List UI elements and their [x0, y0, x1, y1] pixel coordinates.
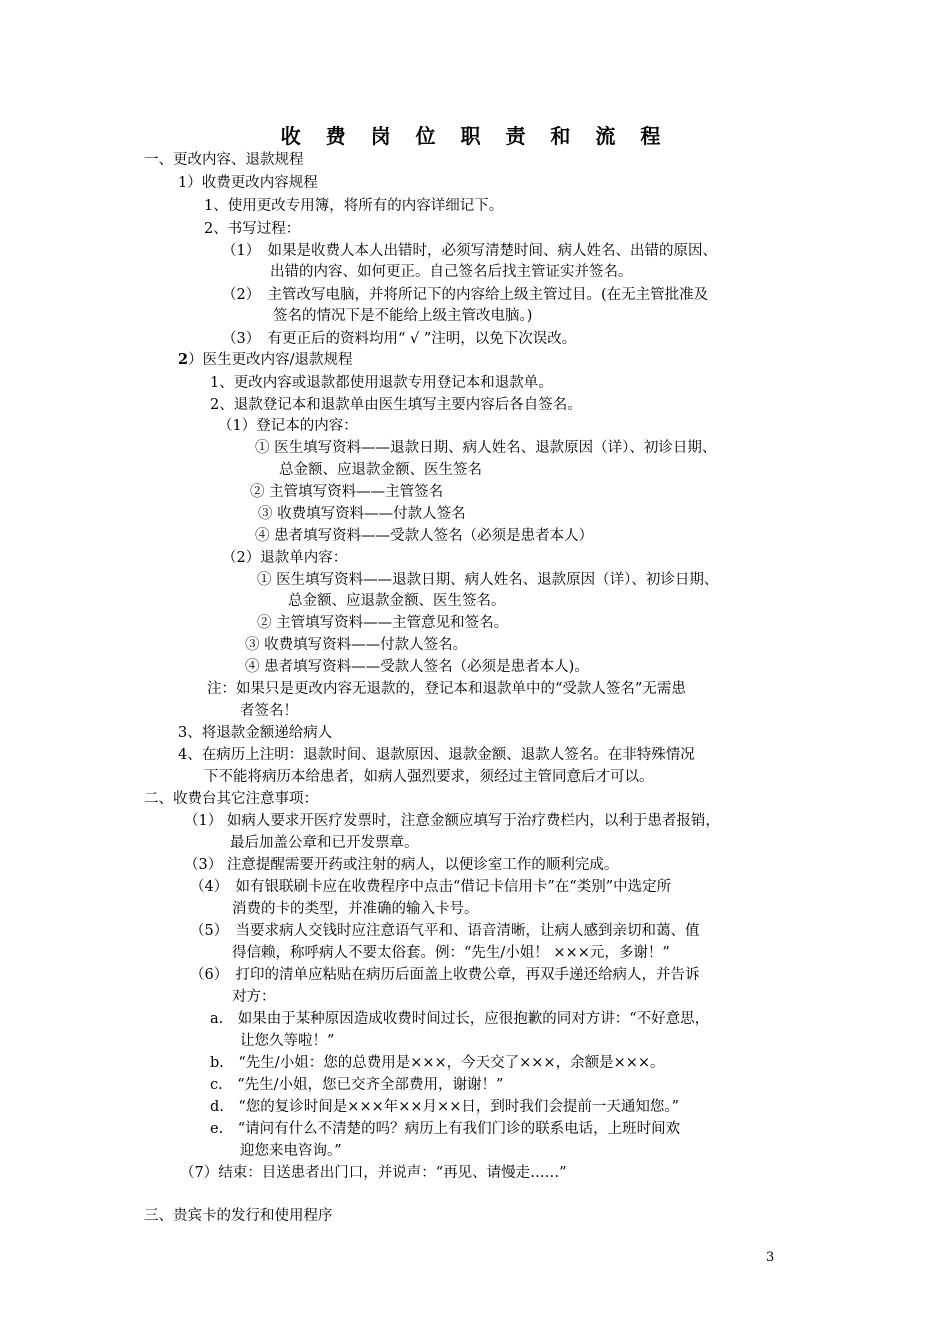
text-line: 总金额、应退款金额、医生签名	[279, 462, 482, 478]
text-line: 1、更改内容或退款都使用退款专用登记本和退款单。	[210, 375, 553, 391]
text-line: 让您久等啦！”	[240, 1033, 335, 1049]
text-line: ③ 收费填写资料——付款人签名	[258, 506, 466, 522]
text-line: 下不能将病历本给患者，如病人强烈要求，须经过主管同意后才可以。	[204, 769, 654, 785]
text-line: （2）退款单内容：	[222, 550, 348, 566]
text-line: c. “先生/小姐，您已交齐全部费用，谢谢！”	[210, 1077, 504, 1093]
text-line: （1）登记本的内容：	[218, 418, 358, 434]
text-line: （4） 如有银联刷卡应在收费程序中点击“借记卡信用卡”在“类别”中选定所	[190, 879, 672, 895]
text-line: 迎您来电咨询。”	[240, 1143, 342, 1159]
note-line: 注：如果只是更改内容无退款的，登记本和退款单中的“受款人签名”无需患	[207, 681, 686, 697]
text-line: a. 如果由于某种原因造成收费时间过长，应很抱歉的同对方讲：“不好意思，	[210, 1011, 710, 1027]
text-line: 2、退款登记本和退款单由医生填写主要内容后各自签名。	[210, 397, 582, 413]
subsection-2-heading	[178, 350, 352, 370]
section-3-heading: 三、贵宾卡的发行和使用程序	[144, 1208, 333, 1224]
text-line: ④ 患者填写资料——受款人签名（必须是患者本人）	[255, 528, 594, 544]
text-line: 2、书写过程：	[204, 221, 301, 237]
text-line: 4、在病历上注明：退款时间、退款原因、退款金额、退款人签名。在非特殊情况	[178, 747, 695, 763]
text-line: e. “请问有什么不清楚的吗？病历上有我们门诊的联系电话，上班时间欢	[210, 1121, 681, 1137]
section-1-heading: 一、更改内容、退款规程	[144, 152, 304, 168]
note-line: 者签名！	[240, 703, 298, 719]
text-line: （7）结束：目送患者出门口，并说声：“再见、请慢走……”	[180, 1165, 567, 1181]
text-line: （3） 注意提醒需要开药或注射的病人，以便诊室工作的顺利完成。	[184, 857, 619, 873]
document-title: 收 费 岗 位 职 责 和 流 程	[280, 124, 670, 148]
text-line: （2） 主管改写电脑，并将所记下的内容给上级主管过目。(在无主管批准及	[222, 287, 709, 303]
subsection-2-number: 2	[178, 351, 189, 368]
text-line: 得信赖，称呼病人不要太俗套。例：“先生/小姐！ ×××元，多谢！”	[232, 945, 670, 961]
text-line: 1、使用更改专用簿，将所有的内容详细记下。	[204, 198, 504, 214]
section-2-heading: 二、收费台其它注意事项：	[144, 791, 318, 807]
subsection-2-title: ）医生更改内容/退款规程	[188, 352, 353, 368]
text-line: b. “先生/小姐：您的总费用是×××，今天交了×××，余额是×××。	[210, 1055, 665, 1071]
text-line: 总金额、应退款金额、医生签名。	[288, 593, 506, 609]
text-line: （1） 如病人要求开医疗发票时，注意金额应填写于治疗费栏内，以利于患者报销，	[184, 813, 720, 829]
text-line: （3） 有更正后的资料均用“ √ ”注明，以免下次误改。	[222, 331, 577, 347]
text-line: （1） 如果是收费人本人出错时，必须写清楚时间、病人姓名、出错的原因、	[222, 243, 717, 259]
page-number: 3	[766, 1250, 775, 1265]
text-line: （5） 当要求病人交钱时应注意语气平和、语音清晰，让病人感到亲切和蔼、值	[190, 923, 700, 939]
text-line: d. “您的复诊时间是×××年××月××日，到时我们会提前一天通知您。”	[210, 1099, 680, 1115]
text-line: 消费的卡的类型，并准确的输入卡号。	[232, 901, 479, 917]
text-line: ④ 患者填写资料——受款人签名（必须是患者本人)。	[245, 659, 589, 675]
text-line: ① 医生填写资料——退款日期、病人姓名、退款原因（详）、初诊日期、	[255, 440, 717, 456]
text-line: 签名的情况下是不能给上级主管改电脑。)	[273, 308, 533, 324]
text-line: 最后加盖公章和已开发票章。	[230, 835, 419, 851]
text-line: ① 医生填写资料——退款日期、病人姓名、退款原因（详）、初诊日期、	[257, 572, 719, 588]
text-line: 出错的内容、如何更正。自己签名后找主管证实并签名。	[270, 264, 633, 280]
text-line: 对方：	[232, 989, 276, 1005]
subsection-1-heading: 1）收费更改内容规程	[178, 175, 318, 191]
text-line: （6） 打印的清单应粘贴在病历后面盖上收费公章，再双手递还给病人，并告诉	[190, 967, 700, 983]
text-line: ③ 收费填写资料——付款人签名。	[245, 637, 468, 653]
text-line: ② 主管填写资料——主管签名	[250, 484, 444, 500]
text-line: 3、将退款金额递给病人	[178, 725, 333, 741]
text-line: ② 主管填写资料——主管意见和签名。	[257, 615, 509, 631]
